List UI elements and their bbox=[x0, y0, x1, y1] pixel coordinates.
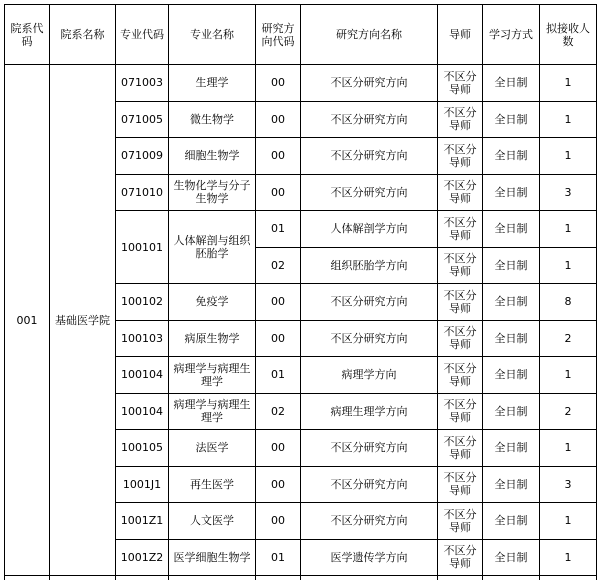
major-code-cell: 100104 bbox=[116, 393, 169, 430]
quota-cell: 1 bbox=[540, 138, 597, 175]
study-mode-cell: 全日制 bbox=[483, 357, 540, 394]
empty-cell bbox=[169, 576, 256, 580]
major-code-cell: 100104 bbox=[116, 357, 169, 394]
header-row bbox=[5, 5, 597, 65]
dir-code-cell: 00 bbox=[256, 174, 301, 211]
dir-name-cell: 病理学方向 bbox=[301, 357, 438, 394]
advisor-cell: 不区分导师 bbox=[438, 393, 483, 430]
table-row-partial bbox=[5, 576, 597, 580]
empty-cell bbox=[438, 576, 483, 580]
dir-code-cell: 00 bbox=[256, 138, 301, 175]
empty-cell bbox=[256, 576, 301, 580]
dir-code-cell: 00 bbox=[256, 101, 301, 138]
major-name-cell: 法医学 bbox=[169, 430, 256, 467]
admissions-table bbox=[4, 4, 597, 580]
header-major-name: 专业名称 bbox=[169, 5, 256, 65]
dir-name-cell: 不区分研究方向 bbox=[301, 466, 438, 503]
study-mode-cell: 全日制 bbox=[483, 65, 540, 102]
advisor-cell: 不区分导师 bbox=[438, 357, 483, 394]
advisor-cell: 不区分导师 bbox=[438, 466, 483, 503]
header-dir-name: 研究方向名称 bbox=[301, 5, 438, 65]
dir-code-cell: 00 bbox=[256, 65, 301, 102]
quota-cell: 1 bbox=[540, 430, 597, 467]
study-mode-cell: 全日制 bbox=[483, 211, 540, 248]
major-name-cell: 生物化学与分子生物学 bbox=[169, 174, 256, 211]
advisor-cell: 不区分导师 bbox=[438, 247, 483, 284]
dir-name-cell: 不区分研究方向 bbox=[301, 101, 438, 138]
quota-cell: 3 bbox=[540, 174, 597, 211]
major-name-cell: 再生医学 bbox=[169, 466, 256, 503]
advisor-cell: 不区分导师 bbox=[438, 539, 483, 576]
header-advisor: 导师 bbox=[438, 5, 483, 65]
study-mode-cell: 全日制 bbox=[483, 466, 540, 503]
quota-cell: 1 bbox=[540, 503, 597, 540]
major-code-cell: 071005 bbox=[116, 101, 169, 138]
major-code-cell: 071003 bbox=[116, 65, 169, 102]
advisor-cell: 不区分导师 bbox=[438, 503, 483, 540]
quota-cell: 1 bbox=[540, 211, 597, 248]
study-mode-cell: 全日制 bbox=[483, 174, 540, 211]
dir-name-cell: 组织胚胎学方向 bbox=[301, 247, 438, 284]
dir-name-cell: 不区分研究方向 bbox=[301, 65, 438, 102]
dir-name-cell: 不区分研究方向 bbox=[301, 503, 438, 540]
study-mode-cell: 全日制 bbox=[483, 138, 540, 175]
advisor-cell: 不区分导师 bbox=[438, 65, 483, 102]
major-code-cell: 1001Z1 bbox=[116, 503, 169, 540]
quota-cell: 1 bbox=[540, 65, 597, 102]
quota-cell: 1 bbox=[540, 539, 597, 576]
dir-code-cell: 01 bbox=[256, 357, 301, 394]
dir-name-cell: 不区分研究方向 bbox=[301, 138, 438, 175]
major-name-cell: 免疫学 bbox=[169, 284, 256, 321]
quota-cell: 2 bbox=[540, 393, 597, 430]
header-major-code: 专业代码 bbox=[116, 5, 169, 65]
major-code-cell: 100103 bbox=[116, 320, 169, 357]
advisor-cell: 不区分导师 bbox=[438, 138, 483, 175]
major-name-cell: 医学细胞生物学 bbox=[169, 539, 256, 576]
dir-name-cell: 病理生理学方向 bbox=[301, 393, 438, 430]
quota-cell: 2 bbox=[540, 320, 597, 357]
advisor-cell: 不区分导师 bbox=[438, 211, 483, 248]
dir-code-cell: 01 bbox=[256, 211, 301, 248]
empty-cell bbox=[5, 576, 50, 580]
study-mode-cell: 全日制 bbox=[483, 284, 540, 321]
quota-cell: 1 bbox=[540, 247, 597, 284]
major-code-cell: 100102 bbox=[116, 284, 169, 321]
header-dept-code: 院系代码 bbox=[5, 5, 50, 65]
study-mode-cell: 全日制 bbox=[483, 101, 540, 138]
empty-cell bbox=[301, 576, 438, 580]
dir-name-cell: 不区分研究方向 bbox=[301, 430, 438, 467]
major-code-cell: 100101 bbox=[116, 211, 169, 284]
quota-cell: 8 bbox=[540, 284, 597, 321]
dir-code-cell: 02 bbox=[256, 247, 301, 284]
dir-code-cell: 00 bbox=[256, 466, 301, 503]
study-mode-cell: 全日制 bbox=[483, 539, 540, 576]
empty-cell bbox=[50, 576, 116, 580]
major-code-cell: 1001J1 bbox=[116, 466, 169, 503]
major-name-cell: 病原生物学 bbox=[169, 320, 256, 357]
major-code-cell: 071009 bbox=[116, 138, 169, 175]
dir-name-cell: 不区分研究方向 bbox=[301, 284, 438, 321]
header-dept-name: 院系名称 bbox=[50, 5, 116, 65]
advisor-cell: 不区分导师 bbox=[438, 320, 483, 357]
header-dir-code: 研究方向代码 bbox=[256, 5, 301, 65]
dir-name-cell: 人体解剖学方向 bbox=[301, 211, 438, 248]
table-row bbox=[5, 65, 597, 102]
major-name-cell: 病理学与病理生理学 bbox=[169, 357, 256, 394]
dir-name-cell: 不区分研究方向 bbox=[301, 320, 438, 357]
dir-code-cell: 00 bbox=[256, 430, 301, 467]
quota-cell: 1 bbox=[540, 101, 597, 138]
header-quota: 拟接收人数 bbox=[540, 5, 597, 65]
major-name-cell: 人文医学 bbox=[169, 503, 256, 540]
advisor-cell: 不区分导师 bbox=[438, 101, 483, 138]
major-name-cell: 微生物学 bbox=[169, 101, 256, 138]
study-mode-cell: 全日制 bbox=[483, 503, 540, 540]
dir-name-cell: 不区分研究方向 bbox=[301, 174, 438, 211]
major-name-cell: 细胞生物学 bbox=[169, 138, 256, 175]
dir-code-cell: 02 bbox=[256, 393, 301, 430]
dept-name-cell: 基础医学院 bbox=[50, 65, 116, 576]
empty-cell bbox=[116, 576, 169, 580]
dir-name-cell: 医学遗传学方向 bbox=[301, 539, 438, 576]
study-mode-cell: 全日制 bbox=[483, 430, 540, 467]
dir-code-cell: 00 bbox=[256, 320, 301, 357]
dir-code-cell: 01 bbox=[256, 539, 301, 576]
header-study-mode: 学习方式 bbox=[483, 5, 540, 65]
major-name-cell: 病理学与病理生理学 bbox=[169, 393, 256, 430]
study-mode-cell: 全日制 bbox=[483, 393, 540, 430]
dir-code-cell: 00 bbox=[256, 284, 301, 321]
advisor-cell: 不区分导师 bbox=[438, 284, 483, 321]
major-code-cell: 071010 bbox=[116, 174, 169, 211]
empty-cell bbox=[483, 576, 540, 580]
dir-code-cell: 00 bbox=[256, 503, 301, 540]
study-mode-cell: 全日制 bbox=[483, 247, 540, 284]
quota-cell: 3 bbox=[540, 466, 597, 503]
major-name-cell: 生理学 bbox=[169, 65, 256, 102]
major-name-cell: 人体解剖与组织胚胎学 bbox=[169, 211, 256, 284]
major-code-cell: 100105 bbox=[116, 430, 169, 467]
advisor-cell: 不区分导师 bbox=[438, 174, 483, 211]
quota-cell: 1 bbox=[540, 357, 597, 394]
empty-cell bbox=[540, 576, 597, 580]
major-code-cell: 1001Z2 bbox=[116, 539, 169, 576]
study-mode-cell: 全日制 bbox=[483, 320, 540, 357]
dept-code-cell: 001 bbox=[5, 65, 50, 576]
advisor-cell: 不区分导师 bbox=[438, 430, 483, 467]
